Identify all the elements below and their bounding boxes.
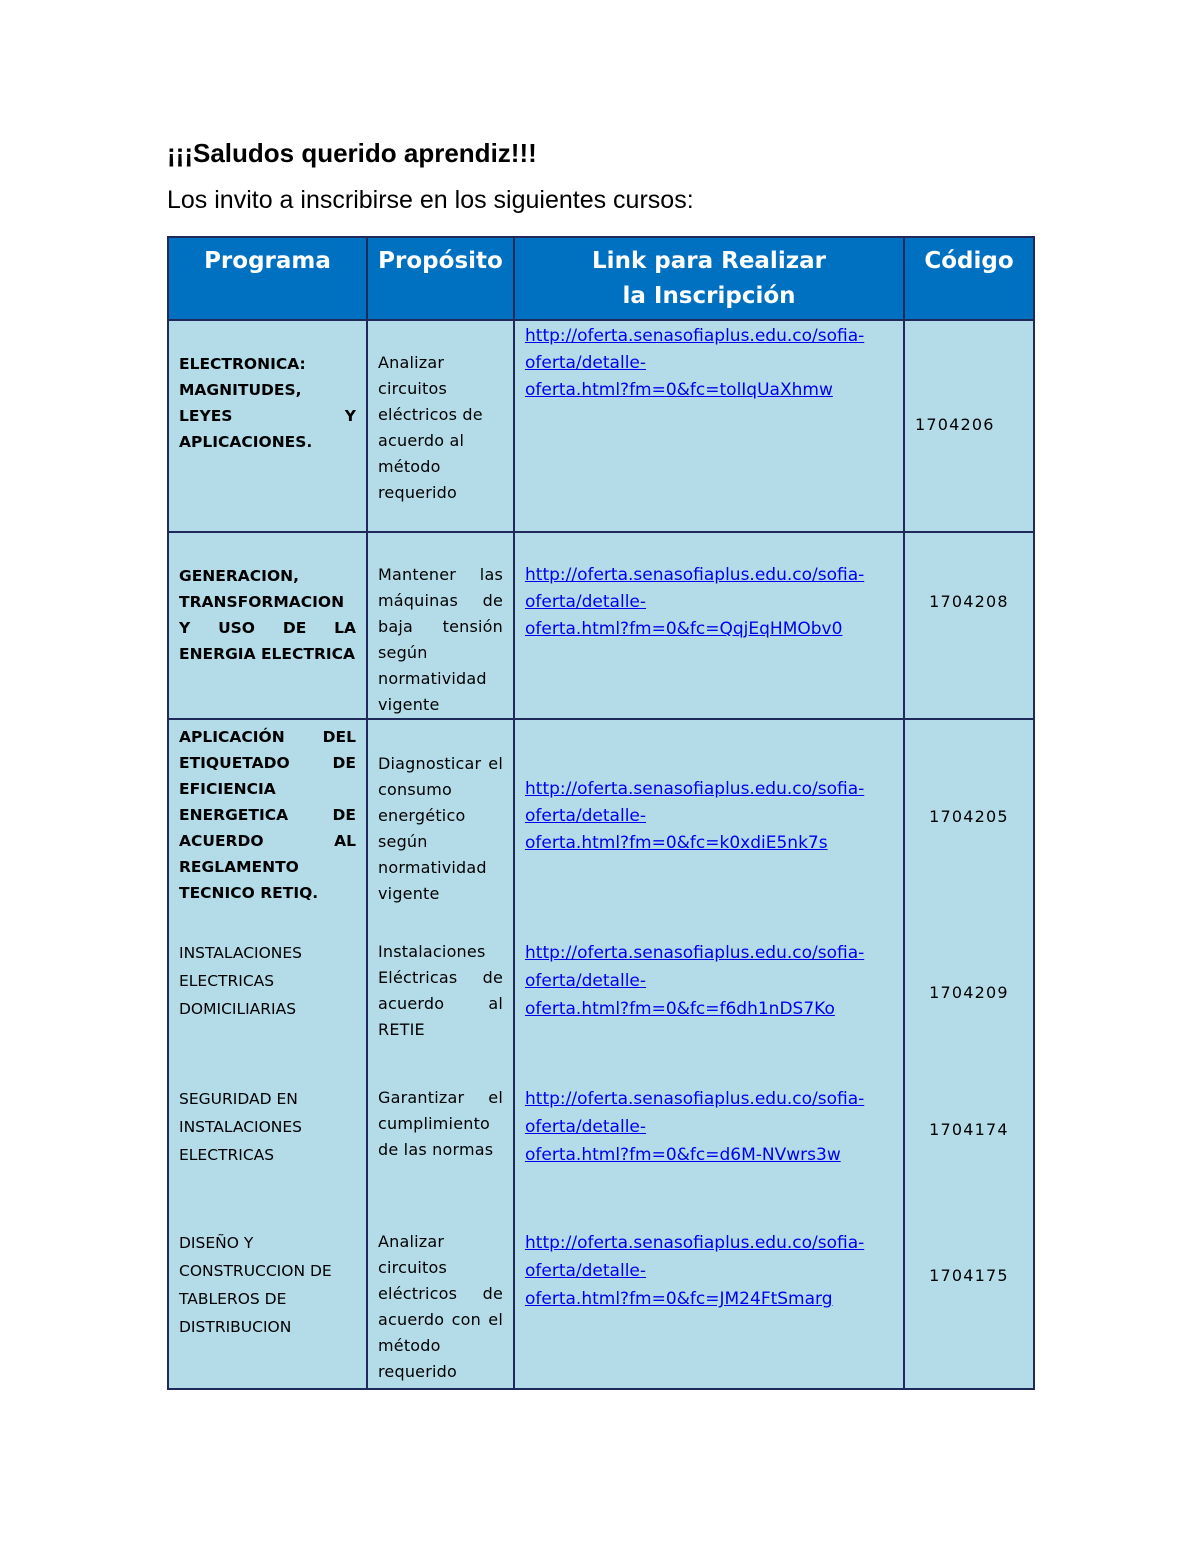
purpose-text: Mantener las máquinas de baja tensión según normatividad vigente (378, 565, 503, 714)
link-line: oferta.html?fm=0&fc=QqjEqHMObv0 (525, 619, 843, 639)
link-line: oferta/detalle- (525, 806, 647, 826)
course-code: 1704205 (929, 807, 1009, 826)
table-header-row (168, 237, 1034, 320)
table-row (168, 719, 1034, 939)
course-code: 1704209 (929, 983, 1009, 1002)
course-code: 1704208 (929, 592, 1009, 611)
course-code: 1704175 (929, 1266, 1009, 1285)
program-name: INSTALACIONES ELECTRICAS DOMICILIARIAS (179, 944, 303, 1018)
program-name: ELECTRONICA: MAGNITUDES, LEYES Y APLICACIONES. (179, 355, 356, 451)
link-line: oferta/detalle- (525, 971, 647, 991)
code-cell (904, 1229, 1034, 1389)
code-cell (904, 1085, 1034, 1229)
link-line: http://oferta.senasofiaplus.edu.co/sofia- (525, 1233, 865, 1253)
enrollment-link[interactable] (525, 562, 893, 643)
link-cell (514, 719, 904, 939)
link-line: http://oferta.senasofiaplus.edu.co/sofia- (525, 1089, 865, 1109)
intro-text: Los invito a inscribirse en los siguientes cursos: (167, 186, 694, 214)
purpose-cell (367, 1085, 514, 1229)
header-program: Programa (168, 237, 367, 320)
purpose-cell (367, 939, 514, 1085)
purpose-text: Instalaciones Eléctricas de acuerdo al RETIE (378, 942, 503, 1039)
link-line: http://oferta.senasofiaplus.edu.co/sofia- (525, 326, 865, 346)
enrollment-link[interactable] (525, 1085, 893, 1169)
program-name: GENERACION, TRANSFORMACION Y USO DE LA ENERGIA ELECTRICA (179, 567, 356, 663)
program-cell (168, 1085, 367, 1229)
link-line: oferta.html?fm=0&fc=JM24FtSmarg (525, 1289, 833, 1309)
purpose-text: Diagnosticar el consumo energético según normatividad vigente (378, 754, 503, 903)
program-cell (168, 939, 367, 1085)
code-cell (904, 719, 1034, 939)
enrollment-link[interactable] (525, 1229, 893, 1313)
link-line: http://oferta.senasofiaplus.edu.co/sofia- (525, 943, 865, 963)
purpose-cell (367, 532, 514, 719)
header-link (514, 237, 904, 320)
program-name: APLICACIÓN DEL ETIQUETADO DE EFICIENCIA ENERGETICA DE ACUERDO AL REGLAMENTO TECNICO RETIQ. (179, 728, 356, 902)
purpose-cell (367, 1229, 514, 1389)
table-row (168, 1085, 1034, 1229)
program-cell (168, 532, 367, 719)
table-row (168, 320, 1034, 532)
header-link-line2: la Inscripción (622, 283, 796, 309)
link-line: oferta/detalle- (525, 592, 647, 612)
link-line: http://oferta.senasofiaplus.edu.co/sofia- (525, 779, 865, 799)
courses-table (167, 236, 1035, 1390)
code-cell (904, 320, 1034, 532)
link-cell (514, 532, 904, 719)
purpose-cell (367, 719, 514, 939)
course-code: 1704206 (915, 415, 995, 434)
table-row (168, 532, 1034, 719)
header-purpose: Propósito (367, 237, 514, 320)
link-line: oferta.html?fm=0&fc=f6dh1nDS7Ko (525, 999, 835, 1019)
table-row (168, 939, 1034, 1085)
enrollment-link[interactable] (525, 776, 893, 857)
purpose-text: Analizar circuitos eléctricos de acuerdo con el método requerido (378, 1232, 503, 1381)
greeting-heading: ¡¡¡Saludos querido aprendiz!!! (167, 138, 537, 168)
purpose-cell (367, 320, 514, 532)
link-line: oferta/detalle- (525, 353, 647, 373)
table-row (168, 1229, 1034, 1389)
link-line: oferta/detalle- (525, 1117, 647, 1137)
program-cell (168, 719, 367, 939)
header-link-line1: Link para Realizar (592, 248, 826, 274)
link-line: oferta.html?fm=0&fc=d6M-NVwrs3w (525, 1145, 841, 1165)
link-line: oferta.html?fm=0&fc=k0xdiE5nk7s (525, 833, 828, 853)
purpose-text: Garantizar el cumplimiento de las normas (378, 1088, 503, 1159)
code-cell (904, 532, 1034, 719)
link-cell (514, 1229, 904, 1389)
link-line: oferta.html?fm=0&fc=tolIqUaXhmw (525, 380, 833, 400)
enrollment-link[interactable] (525, 323, 893, 404)
course-code: 1704174 (929, 1120, 1009, 1139)
program-name: SEGURIDAD EN INSTALACIONES ELECTRICAS (179, 1090, 303, 1164)
header-code: Código (904, 237, 1034, 320)
program-cell (168, 1229, 367, 1389)
link-cell (514, 1085, 904, 1229)
program-name: DISEÑO Y CONSTRUCCION DE TABLEROS DE DISTRIBUCION (179, 1234, 332, 1336)
link-line: http://oferta.senasofiaplus.edu.co/sofia- (525, 565, 865, 585)
code-cell (904, 939, 1034, 1085)
link-line: oferta/detalle- (525, 1261, 647, 1281)
enrollment-link[interactable] (525, 939, 893, 1023)
program-cell (168, 320, 367, 532)
purpose-text: Analizar circuitos eléctricos de acuerdo al método requerido (378, 353, 483, 502)
link-cell (514, 939, 904, 1085)
link-cell (514, 320, 904, 532)
